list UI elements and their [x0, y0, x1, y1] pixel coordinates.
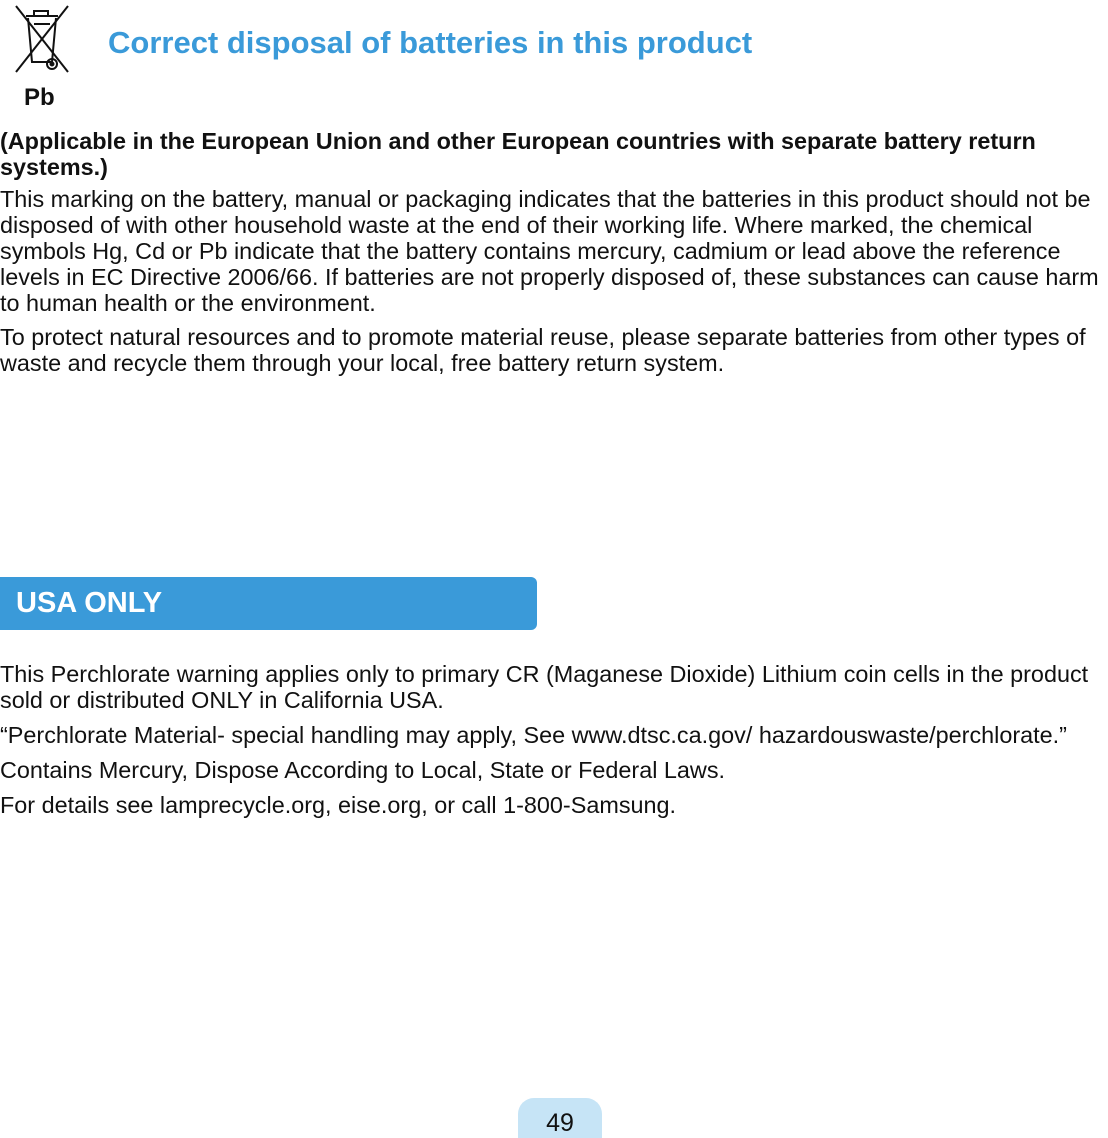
usa-only-banner: [0, 577, 537, 630]
eu-section: [0, 128, 1106, 384]
usa-section: [0, 661, 1106, 827]
chemical-symbol-label: Pb: [24, 84, 55, 111]
eu-paragraph-recycle: To protect natural resources and to promote material reuse, please separate batteries from other types of waste and recycle them through your local, free battery return system.: [0, 324, 1086, 376]
usa-paragraph-details: For details see lamprecycle.org, eise.org, or call 1-800-Samsung.: [0, 792, 677, 818]
usa-only-label: USA ONLY: [16, 587, 163, 619]
eu-heading: (Applicable in the European Union and other European countries with separate battery return systems.): [0, 128, 1036, 180]
usa-paragraph-mercury: Contains Mercury, Dispose According to Local, State or Federal Laws.: [0, 757, 726, 783]
page-number: 49: [546, 1109, 574, 1137]
crossed-out-wheelie-bin-icon: [6, 2, 76, 76]
usa-paragraph-perchlorate: This Perchlorate warning applies only to primary CR (Maganese Dioxide) Lithium coin cells in the product sold or distributed ONLY in California USA.: [0, 661, 1089, 713]
page-number-tab: [518, 1098, 602, 1138]
eu-paragraph-marking: This marking on the battery, manual or packaging indicates that the batteries in this product should not be disposed of with other household waste at the end of their working life. Where marked, the chemical symbols Hg, Cd or Pb indicate that the battery contains mercury, cadmium or lead above the reference levels in EC Directive 2006/66. If batteries are not properly disposed of, these substances can cause harm to human health or the environment.: [0, 186, 1099, 316]
usa-paragraph-handling: “Perchlorate Material- special handling may apply, See www.dtsc.ca.gov/ hazardouswaste/perchlorate.”: [0, 722, 1067, 748]
page-title: Correct disposal of batteries in this product: [108, 25, 753, 60]
